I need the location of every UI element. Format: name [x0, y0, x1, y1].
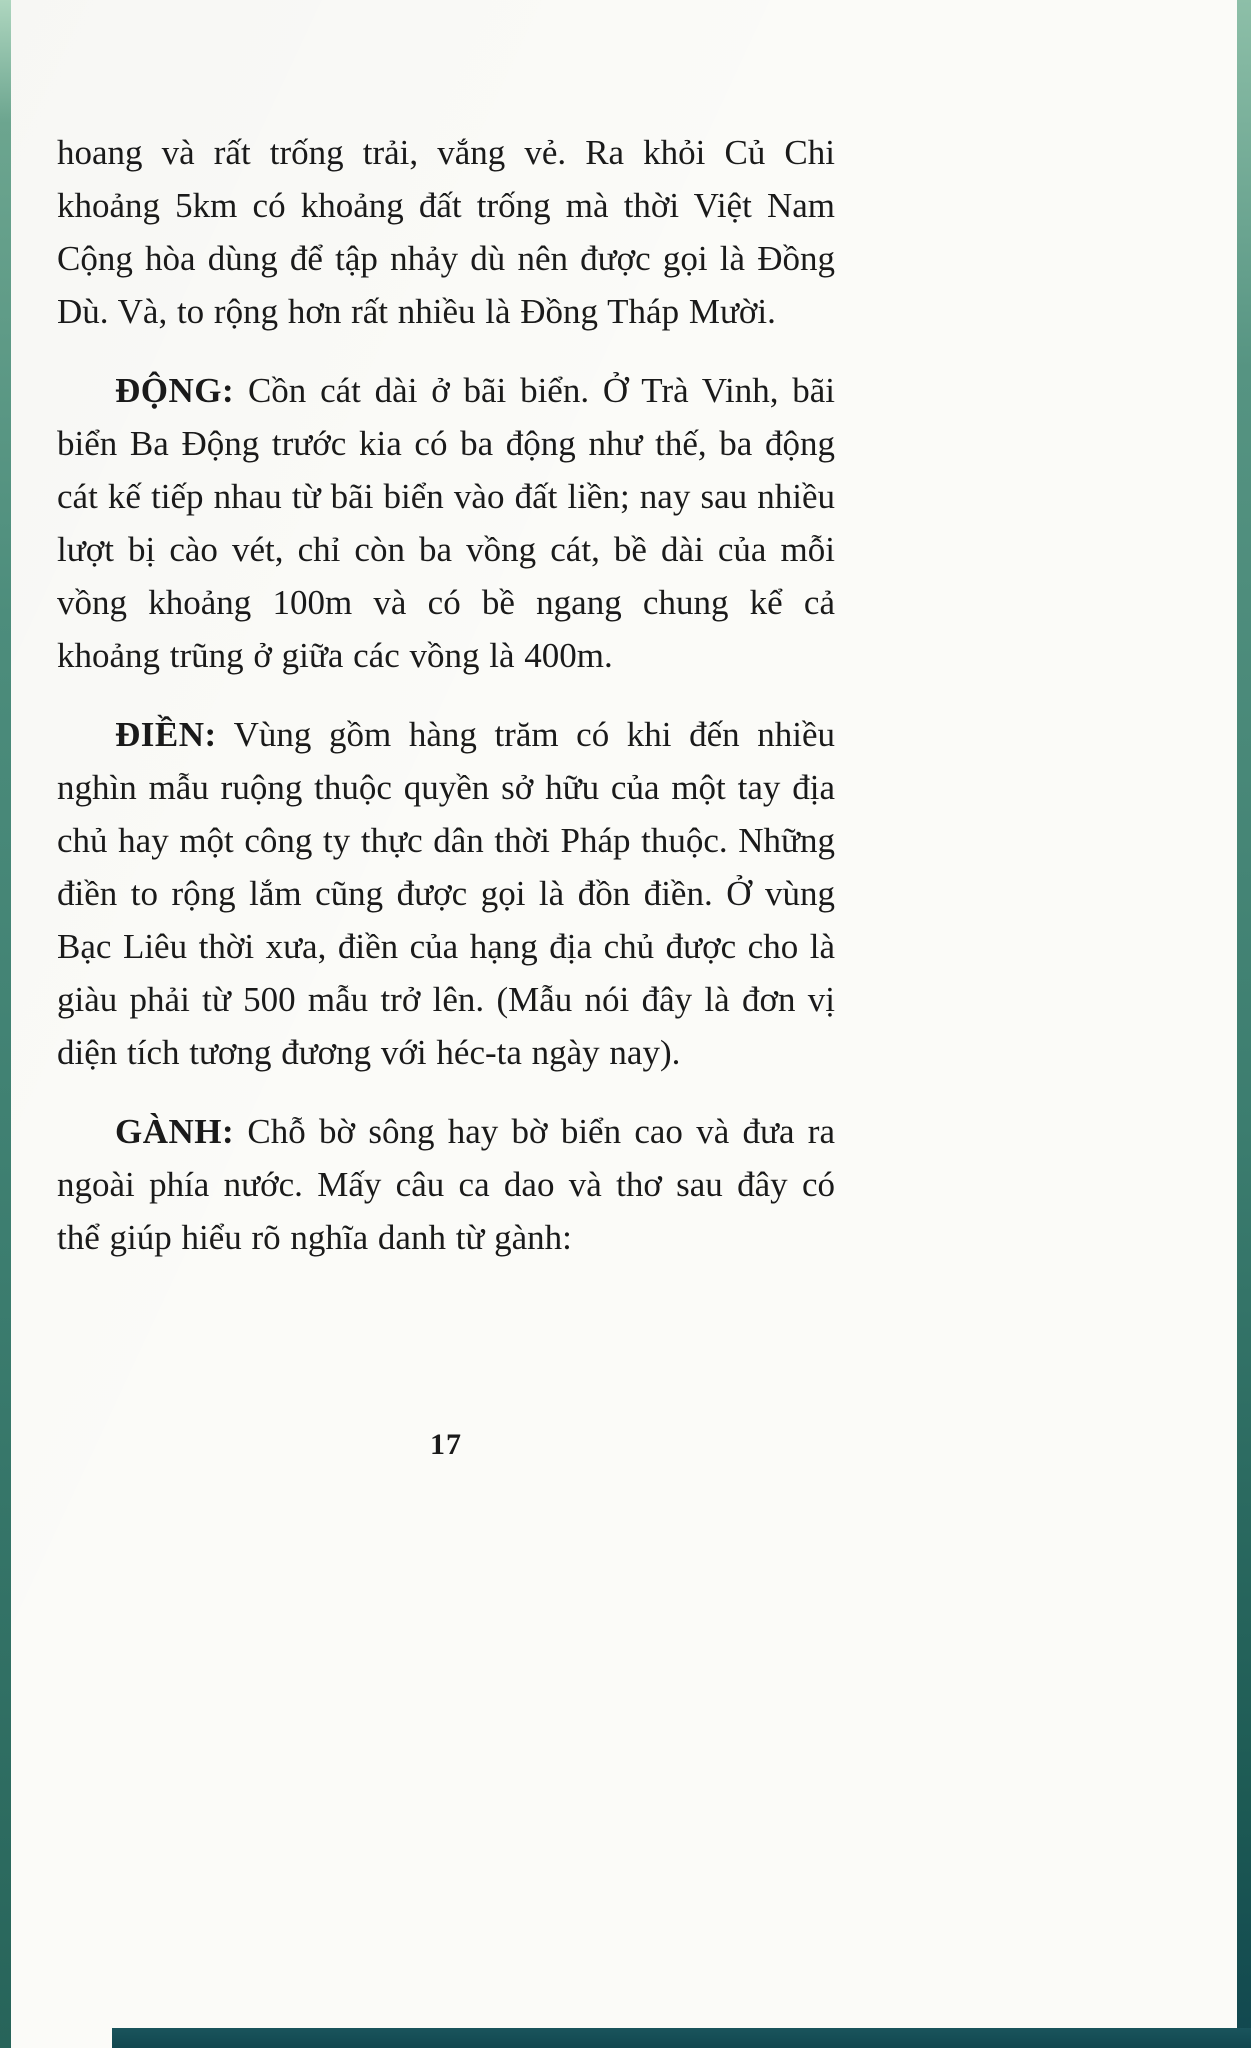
page-number: 17 — [430, 1428, 462, 1461]
paragraph: ĐỘNG: Cồn cát dài ở bãi biển. Ở Trà Vinh, bãi biển Ba Động trước kia có ba động như thế, ba động cát kế tiếp nhau từ bãi biển vào đất liền; nay sau nhiều lượt bị cào vét, chỉ còn ba vồng cát, bề dài của mỗi vồng khoảng 100m và có bề ngang chung kể cả khoảng trũng ở giữa các vồng là 400m. — [57, 371, 835, 675]
paragraph: ĐIỀN: Vùng gồm hàng trăm có khi đến nhiều nghìn mẫu ruộng thuộc quyền sở hữu của một tay địa chủ hay một công ty thực dân thời Pháp thuộc. Những điền to rộng lắm cũng được gọi là đồn điền. Ở vùng Bạc Liêu thời xưa, điền của hạng địa chủ được cho là giàu phải từ 500 mẫu trở lên. (Mẫu nói đây là đơn vị diện tích tương đương với héc-ta ngày nay). — [57, 715, 835, 1072]
page-edge-right — [1237, 0, 1251, 2048]
headword: GÀNH: — [115, 1112, 235, 1151]
paragraph: hoang và rất trống trải, vắng vẻ. Ra khỏi Củ Chi khoảng 5km có khoảng đất trống mà thời Việt Nam Cộng hòa dùng để tập nhảy dù nên được gọi là Đồng Dù. Và, to rộng hơn rất nhiều là Đồng Tháp Mười. — [57, 133, 835, 331]
headword: ĐỘNG: — [115, 371, 235, 410]
page-edge-left — [0, 0, 11, 2048]
paragraph: GÀNH: Chỗ bờ sông hay bờ biển cao và đưa ra ngoài phía nước. Mấy câu ca dao và thơ sau đây có thể giúp hiểu rõ nghĩa danh từ gành: — [57, 1112, 835, 1257]
text-block — [57, 126, 835, 1290]
bottom-edge-bar — [112, 2028, 1251, 2048]
headword: ĐIỀN: — [115, 715, 217, 754]
